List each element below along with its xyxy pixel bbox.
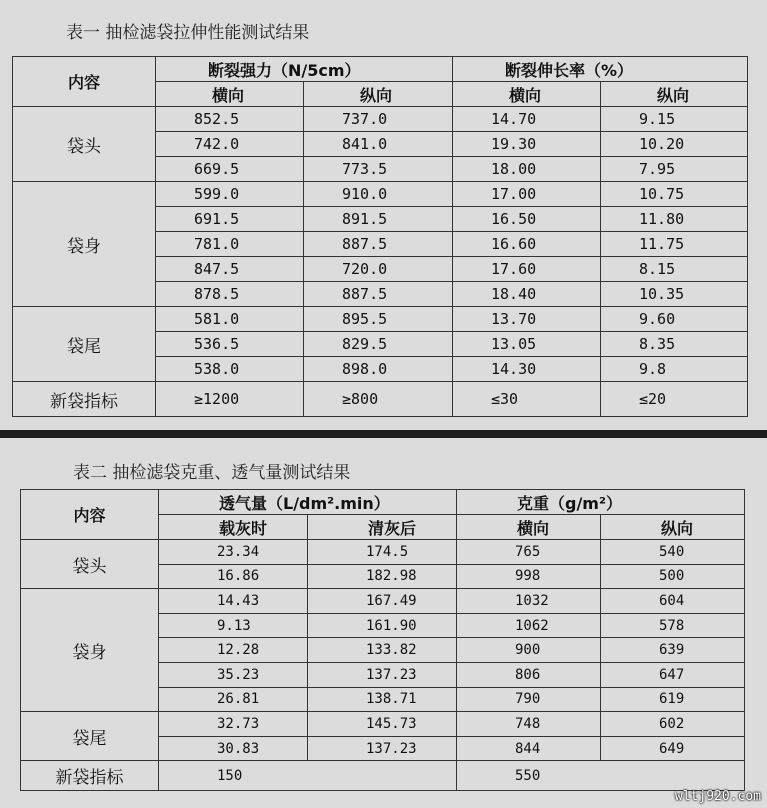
data-cell: 18.00 bbox=[453, 157, 601, 182]
data-cell: 887.5 bbox=[304, 232, 453, 257]
data-cell: 16.60 bbox=[453, 232, 601, 257]
subheader-cell: 纵向 bbox=[601, 82, 748, 107]
subheader-cell: 纵向 bbox=[601, 515, 745, 540]
header-breaking-strength: 断裂强力（N/5cm） bbox=[156, 57, 453, 82]
weight-permeability-table bbox=[20, 489, 745, 791]
table-row bbox=[21, 712, 745, 737]
tensile-test-table bbox=[12, 56, 748, 417]
data-cell: 138.71 bbox=[308, 687, 457, 712]
data-cell: 844 bbox=[457, 736, 601, 761]
table-row bbox=[13, 307, 748, 332]
data-cell: 1032 bbox=[457, 589, 601, 614]
data-cell: 10.20 bbox=[601, 132, 748, 157]
data-cell: 581.0 bbox=[156, 307, 304, 332]
data-cell: 9.60 bbox=[601, 307, 748, 332]
data-cell: 11.75 bbox=[601, 232, 748, 257]
footer-value: ≥800 bbox=[304, 382, 453, 417]
data-cell: 10.35 bbox=[601, 282, 748, 307]
header-elongation: 断裂伸长率（%） bbox=[453, 57, 748, 82]
data-cell: 1062 bbox=[457, 613, 601, 638]
data-cell: 17.60 bbox=[453, 257, 601, 282]
data-cell: 602 bbox=[601, 712, 745, 737]
data-cell: 137.23 bbox=[308, 662, 457, 687]
footer-value: ≥1200 bbox=[156, 382, 304, 417]
data-cell: 13.05 bbox=[453, 332, 601, 357]
data-cell: 578 bbox=[601, 613, 745, 638]
data-cell: 669.5 bbox=[156, 157, 304, 182]
data-cell: 540 bbox=[601, 540, 745, 565]
data-cell: 30.83 bbox=[159, 736, 308, 761]
data-cell: 13.70 bbox=[453, 307, 601, 332]
data-cell: 12.28 bbox=[159, 638, 308, 663]
data-cell: 7.95 bbox=[601, 157, 748, 182]
watermark: wltj920.com bbox=[674, 789, 761, 804]
table2-caption: 表二 抽检滤袋克重、透气量测试结果 bbox=[73, 463, 351, 483]
subheader-cell: 清灰后 bbox=[308, 515, 457, 540]
subheader-cell: 横向 bbox=[156, 82, 304, 107]
row-group-label: 袋尾 bbox=[13, 307, 156, 382]
section-divider bbox=[0, 430, 767, 438]
data-cell: 18.40 bbox=[453, 282, 601, 307]
data-cell: 639 bbox=[601, 638, 745, 663]
table-row bbox=[13, 107, 748, 132]
data-cell: 742.0 bbox=[156, 132, 304, 157]
data-cell: 35.23 bbox=[159, 662, 308, 687]
data-cell: 887.5 bbox=[304, 282, 453, 307]
data-cell: 14.30 bbox=[453, 357, 601, 382]
data-cell: 829.5 bbox=[304, 332, 453, 357]
data-cell: 895.5 bbox=[304, 307, 453, 332]
data-cell: 500 bbox=[601, 564, 745, 589]
footer-label: 新袋指标 bbox=[13, 382, 156, 417]
table-row bbox=[13, 182, 748, 207]
data-cell: 781.0 bbox=[156, 232, 304, 257]
data-cell: 161.90 bbox=[308, 613, 457, 638]
data-cell: 19.30 bbox=[453, 132, 601, 157]
data-cell: 8.15 bbox=[601, 257, 748, 282]
data-cell: 11.80 bbox=[601, 207, 748, 232]
data-cell: 647 bbox=[601, 662, 745, 687]
data-cell: 14.43 bbox=[159, 589, 308, 614]
table-row bbox=[21, 540, 745, 565]
data-cell: 26.81 bbox=[159, 687, 308, 712]
data-cell: 847.5 bbox=[156, 257, 304, 282]
data-cell: 167.49 bbox=[308, 589, 457, 614]
data-cell: 182.98 bbox=[308, 564, 457, 589]
footer-row bbox=[13, 382, 748, 417]
data-cell: 852.5 bbox=[156, 107, 304, 132]
row-group-label: 袋尾 bbox=[21, 712, 159, 761]
row-group-label: 袋身 bbox=[13, 182, 156, 307]
data-cell: 898.0 bbox=[304, 357, 453, 382]
data-cell: 841.0 bbox=[304, 132, 453, 157]
table-row bbox=[21, 589, 745, 614]
data-cell: 910.0 bbox=[304, 182, 453, 207]
data-cell: 998 bbox=[457, 564, 601, 589]
data-cell: 145.73 bbox=[308, 712, 457, 737]
data-cell: 137.23 bbox=[308, 736, 457, 761]
footer-row bbox=[21, 761, 745, 791]
data-cell: 16.86 bbox=[159, 564, 308, 589]
header-air-permeability: 透气量（L/dm².min） bbox=[159, 490, 457, 515]
data-cell: 599.0 bbox=[156, 182, 304, 207]
data-cell: 538.0 bbox=[156, 357, 304, 382]
data-cell: 10.75 bbox=[601, 182, 748, 207]
data-cell: 748 bbox=[457, 712, 601, 737]
data-cell: 900 bbox=[457, 638, 601, 663]
data-cell: 737.0 bbox=[304, 107, 453, 132]
data-cell: 619 bbox=[601, 687, 745, 712]
header-content: 内容 bbox=[21, 490, 159, 540]
footer-value: 150 bbox=[159, 761, 457, 791]
data-cell: 891.5 bbox=[304, 207, 453, 232]
data-cell: 773.5 bbox=[304, 157, 453, 182]
data-cell: 9.13 bbox=[159, 613, 308, 638]
data-cell: 8.35 bbox=[601, 332, 748, 357]
header-content: 内容 bbox=[13, 57, 156, 107]
subheader-cell: 载灰时 bbox=[159, 515, 308, 540]
row-group-label: 袋身 bbox=[21, 589, 159, 712]
data-cell: 14.70 bbox=[453, 107, 601, 132]
data-cell: 790 bbox=[457, 687, 601, 712]
data-cell: 806 bbox=[457, 662, 601, 687]
data-cell: 23.34 bbox=[159, 540, 308, 565]
data-cell: 9.15 bbox=[601, 107, 748, 132]
subheader-cell: 横向 bbox=[457, 515, 601, 540]
data-cell: 878.5 bbox=[156, 282, 304, 307]
data-cell: 720.0 bbox=[304, 257, 453, 282]
footer-value: ≤30 bbox=[453, 382, 601, 417]
footer-value: 550 bbox=[457, 761, 745, 791]
row-group-label: 袋头 bbox=[13, 107, 156, 182]
data-cell: 604 bbox=[601, 589, 745, 614]
footer-value: ≤20 bbox=[601, 382, 748, 417]
data-cell: 17.00 bbox=[453, 182, 601, 207]
subheader-cell: 纵向 bbox=[304, 82, 453, 107]
table1-caption: 表一 抽检滤袋拉伸性能测试结果 bbox=[66, 23, 310, 43]
row-group-label: 袋头 bbox=[21, 540, 159, 589]
data-cell: 174.5 bbox=[308, 540, 457, 565]
data-cell: 691.5 bbox=[156, 207, 304, 232]
footer-label: 新袋指标 bbox=[21, 761, 159, 791]
data-cell: 765 bbox=[457, 540, 601, 565]
data-cell: 649 bbox=[601, 736, 745, 761]
data-cell: 536.5 bbox=[156, 332, 304, 357]
data-cell: 9.8 bbox=[601, 357, 748, 382]
header-gram-weight: 克重（g/m²） bbox=[457, 490, 745, 515]
data-cell: 133.82 bbox=[308, 638, 457, 663]
subheader-cell: 横向 bbox=[453, 82, 601, 107]
data-cell: 32.73 bbox=[159, 712, 308, 737]
data-cell: 16.50 bbox=[453, 207, 601, 232]
